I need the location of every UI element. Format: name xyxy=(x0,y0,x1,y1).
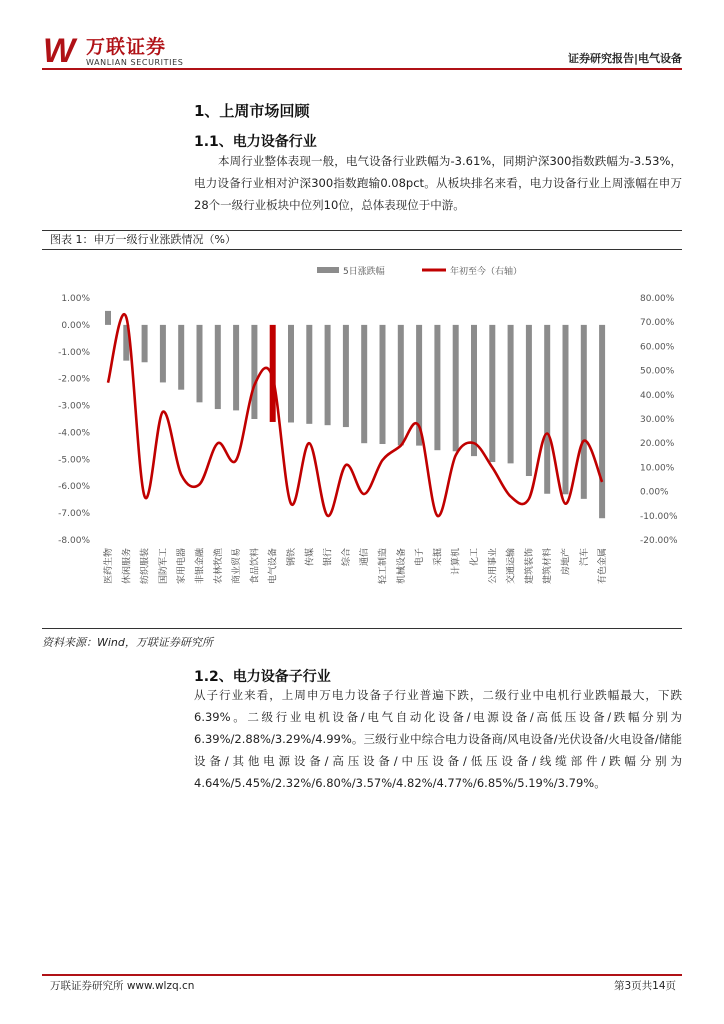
category-label: 传媒 xyxy=(305,548,316,567)
bar-25 xyxy=(544,325,550,494)
bar-11 xyxy=(288,325,294,423)
y-left-tick-label: 1.00% xyxy=(61,294,90,304)
bar-27 xyxy=(581,325,587,499)
y-left-tick-label: -8.00% xyxy=(58,536,90,546)
bar-21 xyxy=(471,325,477,456)
bar-13 xyxy=(325,325,331,425)
y-left-tick-label: -1.00% xyxy=(58,347,90,358)
y-right-tick-label: 50.00% xyxy=(640,366,675,377)
page-number: 第3页共14页 xyxy=(613,980,676,992)
category-label: 商业贸易 xyxy=(232,548,243,585)
category-label: 化工 xyxy=(470,548,480,567)
bar-17 xyxy=(398,325,404,445)
bar-16 xyxy=(380,325,386,444)
bar-7 xyxy=(215,325,221,409)
subsection-2-text: 从子行业来看，上周申万电力设备子行业普遍下跌，二级行业中电机行业跌幅最大，下跌6.39%。二级行业电机设备/电气自动化设备/电源设备/高低压设备/跌幅分别为6.39%/2.88%/3.29%/4.99%。三级行业中综合电力设备商/风电设备/光伏设备/火电设备/储能设备/其他电源设备/高压设备/中压设备/低压设备/线缆部件/跌幅分别为4.64%/5.45%/2.32%/6.80%/3.57%/4.82%/4.77%/6.85%/5.19%/3.79%。 xyxy=(194,688,682,790)
bar-24 xyxy=(526,325,532,476)
bar-5 xyxy=(178,325,184,390)
subsection-title-2: 1.2、电力设备子行业 xyxy=(194,669,331,685)
y-right-tick-label: 10.00% xyxy=(640,463,675,474)
y-left-tick-label: -6.00% xyxy=(58,482,90,493)
y-right-tick-label: 70.00% xyxy=(640,318,675,329)
bar-6 xyxy=(197,325,203,402)
category-label: 医药生物 xyxy=(104,548,114,585)
bar-14 xyxy=(343,325,349,427)
source-divider xyxy=(42,628,682,629)
category-label: 有色金属 xyxy=(598,548,609,585)
y-left-tick-label: -5.00% xyxy=(58,455,90,466)
footer-divider xyxy=(42,974,682,976)
bar-1 xyxy=(105,311,111,325)
y-right-tick-label: 80.00% xyxy=(640,294,675,304)
bar-8 xyxy=(233,325,239,411)
bar-23 xyxy=(508,325,514,463)
logo-text-cn: 万联证券 xyxy=(86,36,167,58)
category-label: 计算机 xyxy=(451,548,462,576)
category-label: 轻工制造 xyxy=(378,548,389,585)
category-label: 农林牧渔 xyxy=(213,548,224,585)
y-right-tick-label: -20.00% xyxy=(640,536,678,546)
category-label: 房地产 xyxy=(561,548,572,576)
category-label: 综合 xyxy=(341,548,352,567)
bar-19 xyxy=(434,325,440,450)
bar-20 xyxy=(453,325,459,451)
category-label: 非银金融 xyxy=(195,548,206,585)
category-label: 家用电器 xyxy=(177,548,188,585)
bar-9 xyxy=(251,325,257,419)
bar-12 xyxy=(306,325,312,424)
chart-legend xyxy=(317,265,522,277)
y-right-tick-label: 30.00% xyxy=(640,415,675,425)
subsection-title-1: 1.1、电力设备行业 xyxy=(194,134,317,150)
y-left-tick-label: -2.00% xyxy=(58,374,90,385)
subsection-1-text: 本周行业整体表现一般，电气设备行业跌幅为-3.61%，同期沪深300指数跌幅为-3.53%，电力设备行业相对沪深300指数跑输0.08pct。从板块排名来看，电力设备行业上周涨幅在申万28个一级行业板块中位列10位，总体表现位于中游。 xyxy=(194,154,682,212)
category-label: 钢铁 xyxy=(287,548,297,567)
figure-title xyxy=(42,230,682,250)
header-divider xyxy=(42,68,682,70)
y-right-tick-label: 40.00% xyxy=(640,390,675,401)
y-right-tick-label: 20.00% xyxy=(640,439,675,450)
category-label: 银行 xyxy=(323,548,334,567)
bar-4 xyxy=(160,325,166,383)
y-left-tick-label: -7.00% xyxy=(58,509,90,520)
y-right-tick-label: -10.00% xyxy=(640,511,678,522)
legend-bar-label: 5日涨跌幅 xyxy=(343,267,385,277)
bar-3 xyxy=(142,325,148,362)
y-right-tick-label: 0.00% xyxy=(640,487,669,498)
category-label: 电气设备 xyxy=(268,548,279,585)
category-label: 建筑装饰 xyxy=(524,548,535,585)
legend-bar-swatch xyxy=(317,267,339,273)
bar-15 xyxy=(361,325,367,443)
y-left-tick-label: -3.00% xyxy=(58,401,90,412)
y-left-tick-label: 0.00% xyxy=(61,320,90,331)
figure-source: 资料来源：Wind，万联证券研究所 xyxy=(42,636,213,649)
category-label: 电子 xyxy=(415,548,426,567)
category-label: 采掘 xyxy=(433,548,444,567)
bar-28 xyxy=(599,325,605,518)
category-label: 纺织服装 xyxy=(140,548,151,585)
figure-title-text: 图表 1：申万一级行业涨跌情况（%） xyxy=(50,233,236,246)
logo-text-en: WANLIAN SECURITIES xyxy=(86,58,184,67)
category-label: 公用事业 xyxy=(488,548,499,585)
section-title: 1、上周市场回顾 xyxy=(194,102,310,120)
category-label: 国防军工 xyxy=(158,548,169,585)
category-label: 交通运输 xyxy=(506,548,517,585)
bar-22 xyxy=(489,325,495,462)
y-right-tick-label: 60.00% xyxy=(640,342,675,353)
report-type: 证券研究报告|电气设备 xyxy=(567,52,682,65)
category-label: 通信 xyxy=(360,548,371,567)
category-label: 汽车 xyxy=(579,548,590,567)
footer-website: 万联证券研究所 www.wlzq.cn xyxy=(50,980,195,992)
category-label: 建筑材料 xyxy=(543,548,554,585)
category-label: 食品饮料 xyxy=(250,548,261,585)
bar-26 xyxy=(563,325,569,494)
category-label: 机械设备 xyxy=(396,548,407,585)
industry-change-chart xyxy=(42,250,682,625)
logo-mark: W xyxy=(43,32,74,70)
category-label: 休闲服务 xyxy=(122,548,133,585)
y-left-tick-label: -4.00% xyxy=(58,428,90,439)
legend-line-label: 年初至今（右轴） xyxy=(450,267,523,277)
